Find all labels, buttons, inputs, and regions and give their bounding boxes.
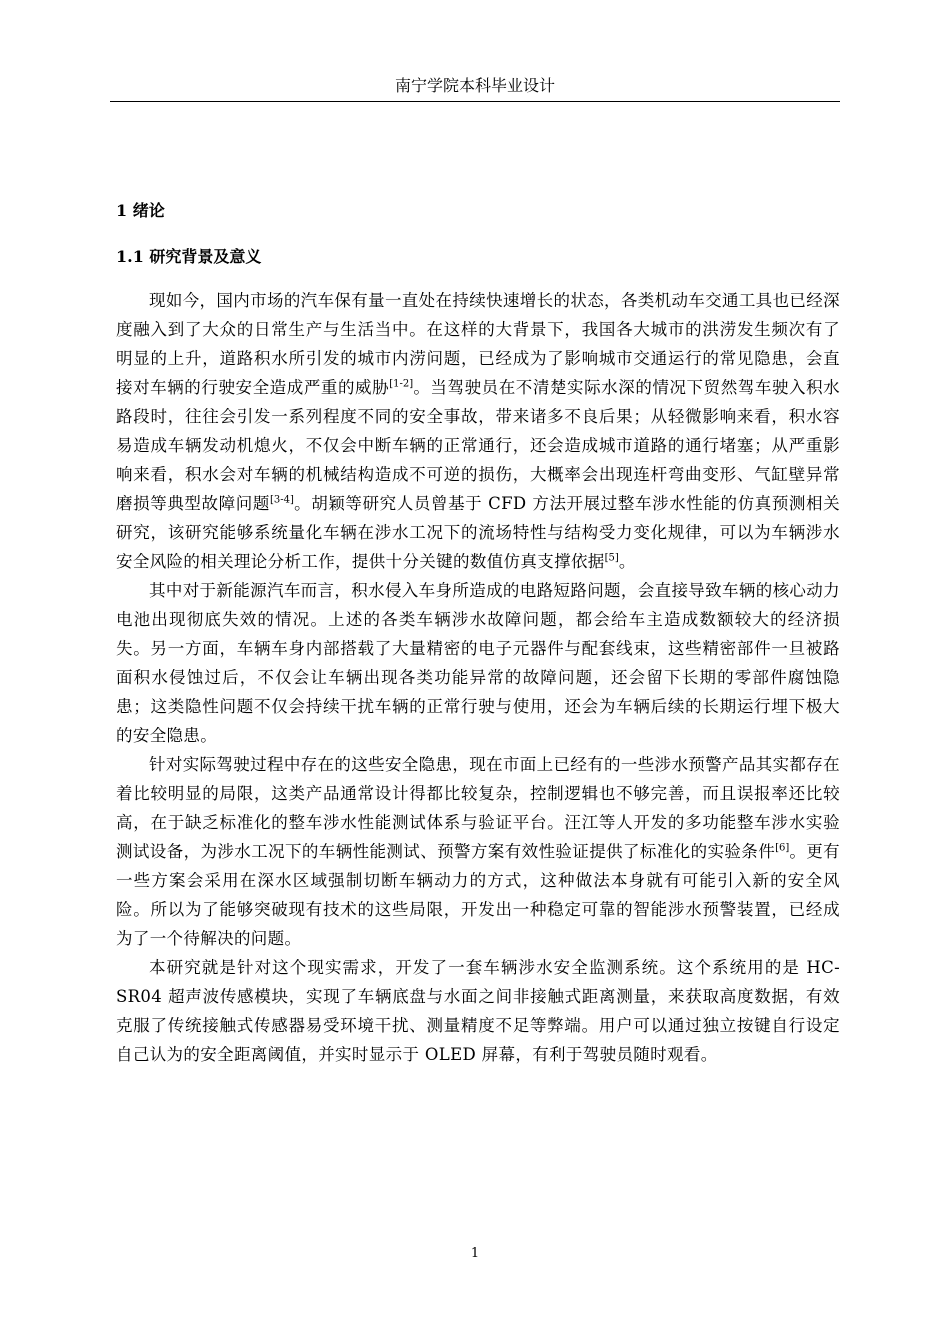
body-text bbox=[116, 196, 840, 1069]
body-paragraph bbox=[116, 750, 840, 953]
paragraph-text: 现如今，国内市场的汽车保有量一直处在持续快速增长的状态，各类机动车交通工具也已经深度融入到了大众的日常生产与生活当中。在这样的大背景下，我国各大城市的洪涝发生频次有了明显的上升，道路积水所引发的城市内涝问题，已经成为了影响城市交通运行的常见隐患，会直接对车辆的行驶安全造成严重的威胁 bbox=[116, 291, 840, 397]
paragraph-text: 本研究就是针对这个现实需求，开发了一套车辆涉水安全监测系统。这个系统用的是 HC-SR04 超声波传感模块，实现了车辆底盘与水面之间非接触式距离测量，来获取高度数据，有效克服了传统接触式传感器易受环境干扰、测量精度不足等弊端。用户可以通过独立按键自行设定自己认为的安全距离阈值，并实时显示于 OLED 屏幕，有利于驾驶员随时观看。 bbox=[116, 958, 840, 1064]
body-paragraph bbox=[116, 286, 840, 576]
citation-reference: [6] bbox=[775, 842, 790, 854]
paragraph-text: 其中对于新能源汽车而言，积水侵入车身所造成的电路短路问题，会直接导致车辆的核心动力电池出现彻底失效的情况。上述的各类车辆涉水故障问题，都会给车主造成数额较大的经济损失。另一方面，车辆车身内部搭载了大量精密的电子元器件与配套线束，这些精密部件一旦被路面积水侵蚀过后，不仅会让车辆出现各类功能异常的故障问题，还会留下长期的零部件腐蚀隐患；这类隐性问题不仅会持续干扰车辆的正常行驶与使用，还会为车辆后续的长期运行埋下极大的安全隐患。 bbox=[116, 581, 840, 745]
paragraph-text: 。更有一些方案会采用在深水区域强制切断车辆动力的方式，这种做法本身就有可能引入新的安全风险。所以为了能够突破现有技术的这些局限，开发出一种稳定可靠的智能涉水预警装置，已经成为了一个待解决的问题。 bbox=[116, 842, 840, 948]
citation-reference: [3-4] bbox=[269, 494, 294, 506]
page-number: 1 bbox=[470, 1246, 480, 1261]
chapter-heading: 1 绪论 bbox=[116, 201, 165, 220]
body-paragraph bbox=[116, 953, 840, 1069]
paragraph-text: 。当驾驶员在不清楚实际水深的情况下贸然驾车驶入积水路段时，往往会引发一系列程度不同的安全事故，带来诸多不良后果；从轻微影响来看，积水容易造成车辆发动机熄火，不仅会中断车辆的正常通行，还会造成城市道路的通行堵塞；从严重影响来看，积水会对车辆的机械结构造成不可逆的损伤，大概率会出现连杆弯曲变形、气缸壁异常磨损等典型故障问题 bbox=[116, 378, 841, 513]
body-paragraph bbox=[116, 576, 840, 750]
header-rule bbox=[110, 101, 840, 102]
citation-reference: [1-2] bbox=[389, 378, 414, 390]
paragraph-list bbox=[116, 286, 840, 1069]
running-header: 南宁学院本科毕业设计 bbox=[394, 76, 555, 95]
section-heading: 1.1 研究背景及意义 bbox=[116, 247, 262, 266]
paragraph-text: 。胡颖等研究人员曾基于 CFD 方法开展过整车涉水性能的仿真预测相关研究，该研究能够系统量化车辆在涉水工况下的流场特性与结构受力变化规律，可以为车辆涉水安全风险的相关理论分析工作，提供十分关键的数值仿真支撑依据 bbox=[116, 494, 840, 571]
paragraph-text: 。 bbox=[618, 552, 636, 571]
citation-reference: [5] bbox=[604, 552, 619, 564]
paragraph-text: 针对实际驾驶过程中存在的这些安全隐患，现在市面上已经有的一些涉水预警产品其实都存在着比较明显的局限，这类产品通常设计得都比较复杂，控制逻辑也不够完善，而且误报率还比较高，在于缺乏标准化的整车涉水性能测试体系与验证平台。汪江等人开发的多功能整车涉水实验测试设备，为涉水工况下的车辆性能测试、预警方案有效性验证提供了标准化的实验条件 bbox=[116, 755, 840, 861]
